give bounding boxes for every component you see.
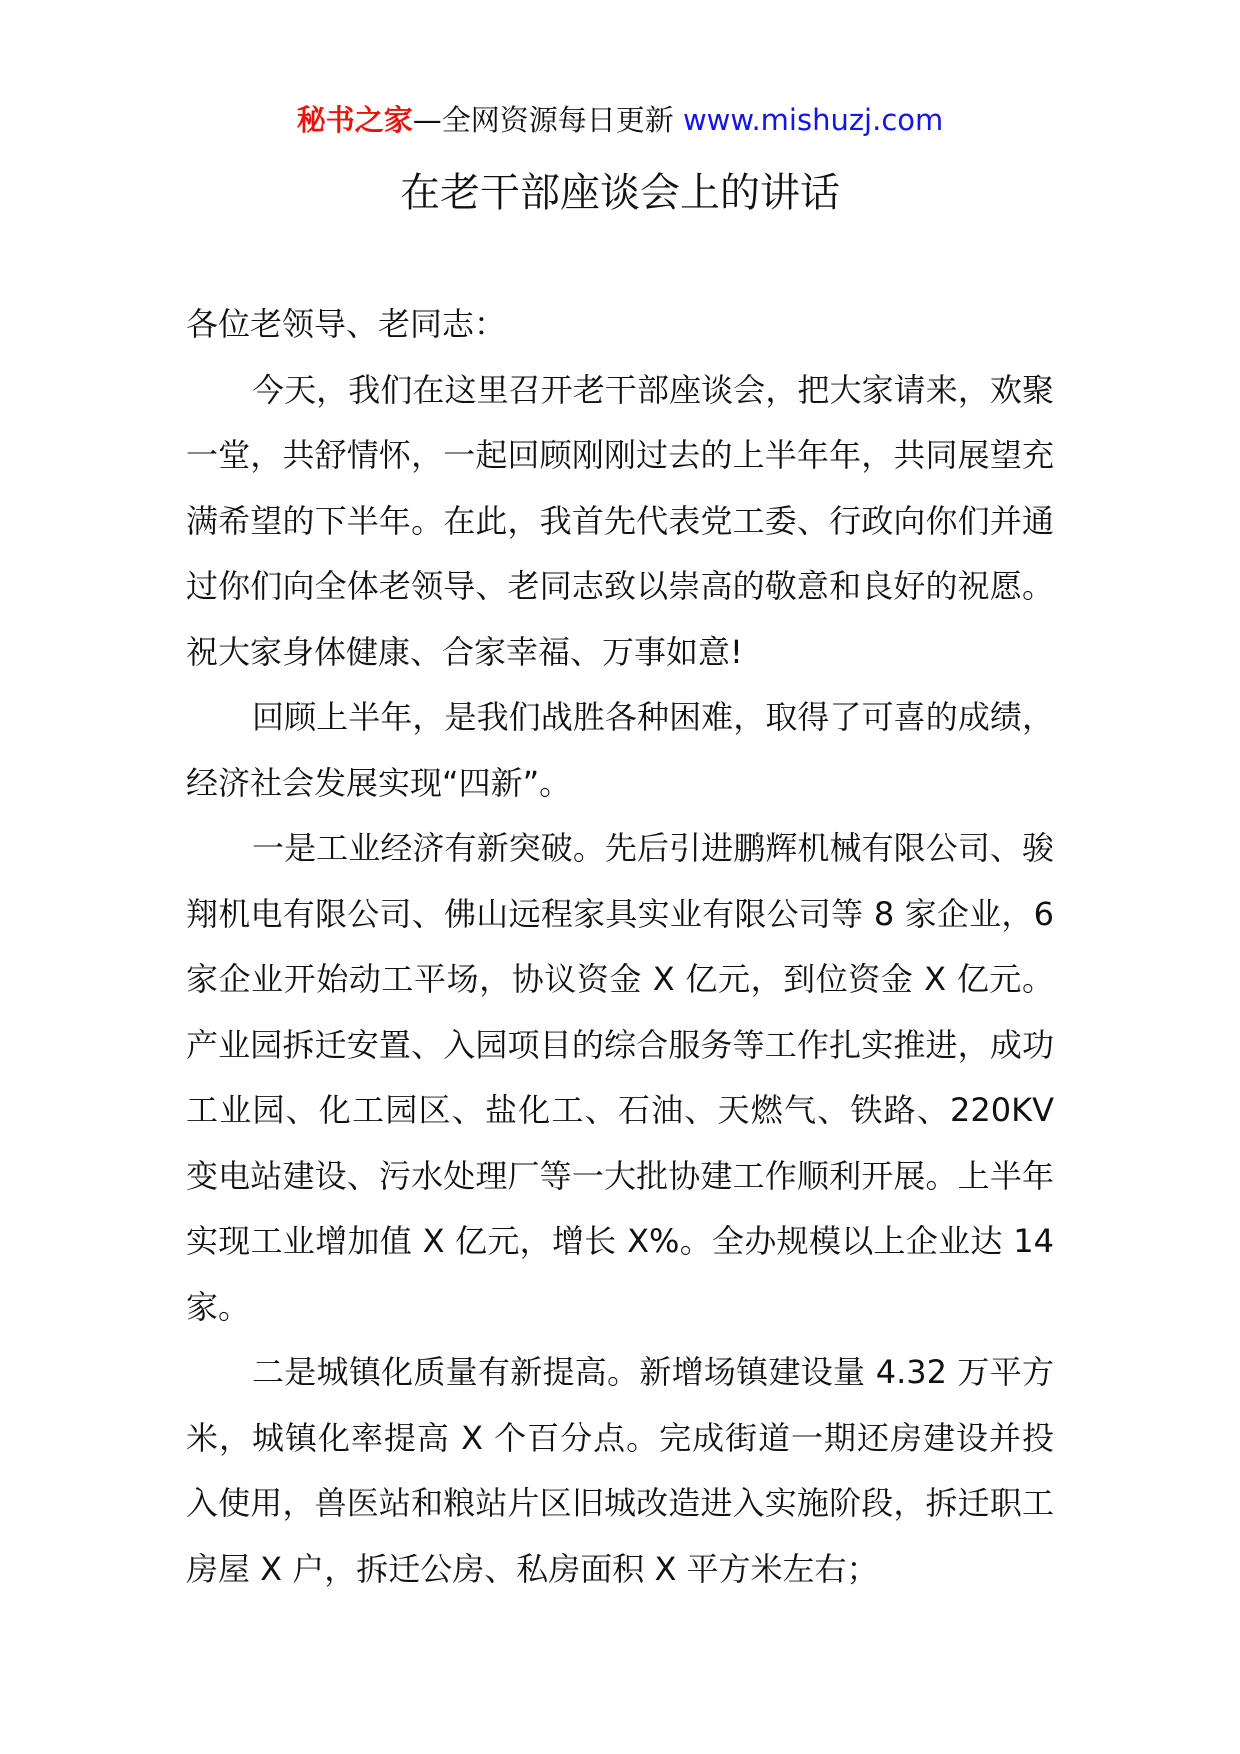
brand-name: 秘书之家	[296, 103, 413, 137]
paragraph: 今天，我们在这里召开老干部座谈会，把大家请来，欢聚一堂，共舒情怀，一起回顾刚刚过去的上半年年，共同展望充满希望的下半年。在此，我首先代表党工委、行政向你们并通过你们向全体老领导、老同志致以崇高的敬意和良好的祝愿。祝大家身体健康、合家幸福、万事如意!	[186, 370, 1054, 671]
site-tagline: —全网资源每日更新	[412, 103, 683, 137]
site-header	[0, 100, 1240, 140]
paragraph: 一是工业经济有新突破。先后引进鹏辉机械有限公司、骏翔机电有限公司、佛山远程家具实业有限公司等 8 家企业，6 家企业开始动工平场，协议资金 X 亿元，到位资金 X 亿元。产业园拆迁安置、入园项目的综合服务等工作扎实推进，成功工业园、化工园区、盐化工、石油、天燃气、铁路、220KV 变电站建设、污水处理厂等一大批协建工作顺利开展。上半年实现工业增加值 X 亿元，增长 X%。全办规模以上企业达 14 家。	[186, 829, 1054, 1326]
site-url-link[interactable]: www.mishuzj.com	[682, 103, 944, 137]
page-title: 在老干部座谈会上的讲话	[400, 170, 840, 216]
paragraph: 回顾上半年，是我们战胜各种困难，取得了可喜的成绩，经济社会发展实现“四新”。	[186, 698, 1054, 802]
paragraph: 二是城镇化质量有新提高。新增场镇建设量 4.32 万平方米，城镇化率提高 X 个百分点。完成街道一期还房建设并投入使用，兽医站和粮站片区旧城改造进入实施阶段，拆迁职工房屋 X 户，拆迁公房、私房面积 X 平方米左右；	[186, 1353, 1054, 1588]
document-body	[186, 292, 1054, 1602]
salutation: 各位老领导、老同志：	[186, 305, 507, 343]
